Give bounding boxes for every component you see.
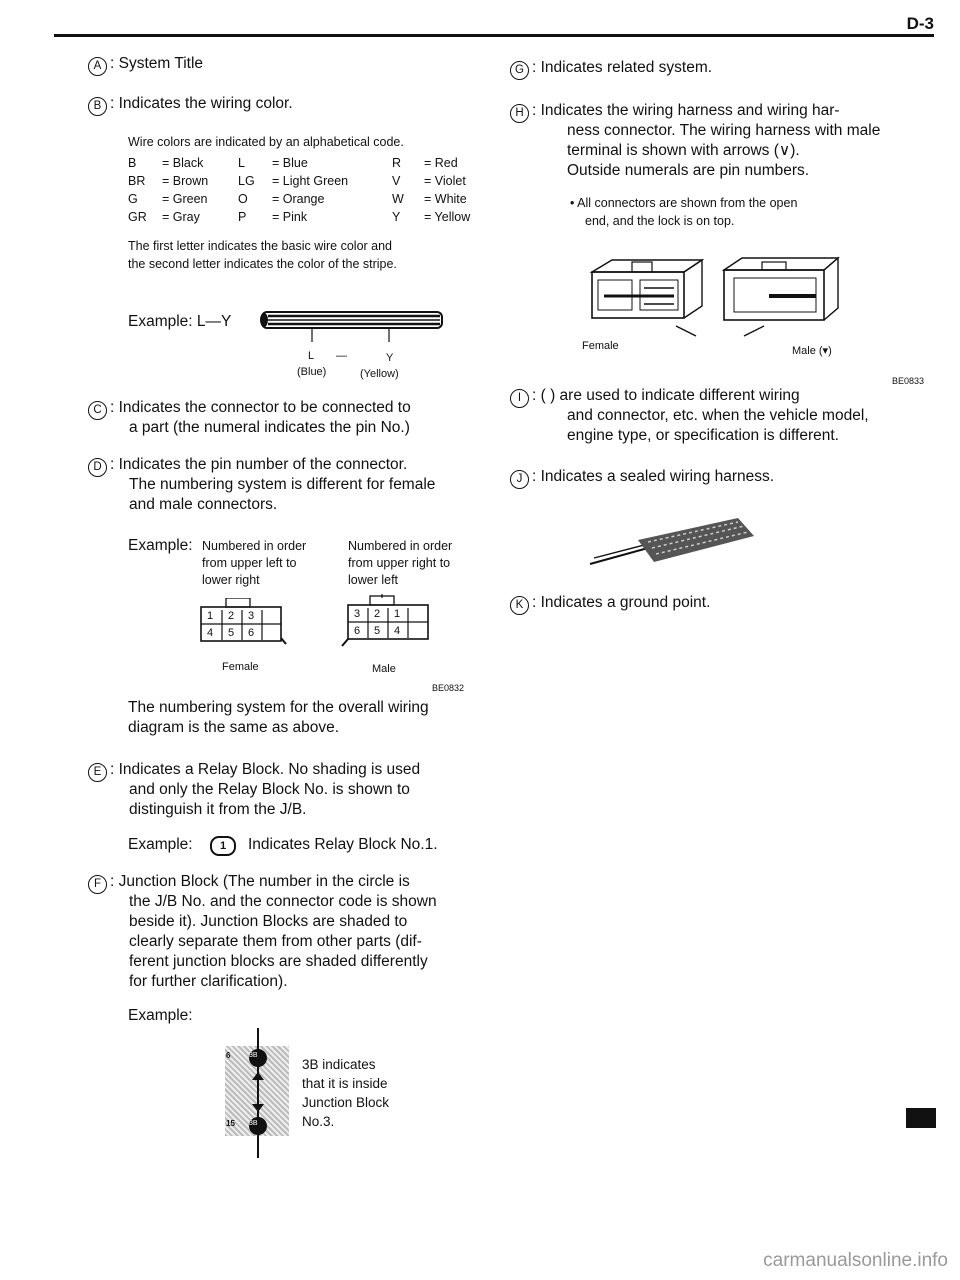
figure-code-833: BE0833 bbox=[892, 376, 925, 386]
wire-color-table bbox=[128, 154, 474, 226]
male-pin: 2 bbox=[374, 608, 381, 620]
jb-bottom-code: 3B bbox=[249, 1120, 258, 1127]
female-connector-outline bbox=[198, 598, 288, 648]
harness-connector-illustration bbox=[584, 254, 854, 350]
page-tab-marker bbox=[906, 1108, 936, 1128]
header-rule bbox=[54, 34, 934, 37]
callout-f: F bbox=[88, 875, 107, 894]
figure-code-832: BE0832 bbox=[432, 683, 465, 693]
section-k bbox=[510, 593, 710, 615]
section-c-line2: a part (the numeral indicates the pin No.) bbox=[129, 419, 410, 436]
callout-i: I bbox=[510, 389, 529, 408]
callout-g: G bbox=[510, 61, 529, 80]
female-pin: 5 bbox=[228, 627, 235, 639]
jb-top-pin: 6 bbox=[226, 1051, 231, 1060]
bullet-line-1: • All connectors are shown from the open bbox=[570, 196, 798, 210]
male-pin: 5 bbox=[374, 625, 381, 637]
callout-h: H bbox=[510, 104, 529, 123]
junction-block-wire bbox=[225, 1028, 289, 1158]
section-g bbox=[510, 58, 712, 80]
wire-y-letter: Y bbox=[386, 352, 394, 364]
section-j-text: : Indicates a sealed wiring harness. bbox=[532, 468, 775, 485]
section-f bbox=[88, 872, 410, 894]
section-a-text: : System Title bbox=[110, 55, 204, 72]
male-pin: 4 bbox=[394, 625, 401, 637]
callout-k: K bbox=[510, 596, 529, 615]
relay-example-label: Example: bbox=[128, 836, 193, 853]
section-d-line1: : Indicates the pin number of the connector. bbox=[110, 456, 408, 473]
section-f-line4: clearly separate them from other parts (dif- bbox=[129, 933, 422, 950]
female-pin: 1 bbox=[207, 610, 214, 622]
section-h-line4: Outside numerals are pin numbers. bbox=[567, 162, 810, 179]
section-a bbox=[88, 54, 203, 76]
jb-example-label: Example: bbox=[128, 1007, 193, 1024]
section-f-line1: : Junction Block (The number in the circle is bbox=[110, 873, 410, 890]
male-pin: 6 bbox=[354, 625, 361, 637]
section-f-line3: beside it). Junction Blocks are shaded to bbox=[129, 913, 408, 930]
color-row: G = Green O = Orange W = White bbox=[128, 192, 467, 206]
female-pin: 6 bbox=[248, 627, 255, 639]
section-i bbox=[510, 386, 800, 408]
watermark: carmanualsonline.info bbox=[763, 1250, 948, 1271]
bullet-line-2: end, and the lock is on top. bbox=[585, 214, 735, 228]
jb-bottom-pin: 15 bbox=[226, 1119, 235, 1128]
section-f-line2: the J/B No. and the connector code is shown bbox=[129, 893, 437, 910]
section-e-line2: and only the Relay Block No. is shown to bbox=[129, 781, 410, 798]
section-f-line6: for further clarification). bbox=[129, 973, 288, 990]
male-connector bbox=[340, 594, 436, 646]
callout-b: B bbox=[88, 97, 107, 116]
male-label: Male bbox=[372, 663, 396, 675]
wire-l-letter: L bbox=[308, 350, 315, 362]
female-label: Female bbox=[222, 661, 259, 673]
section-c bbox=[88, 398, 411, 420]
jb-top-code: 3B bbox=[249, 1052, 258, 1059]
female-pin: 2 bbox=[228, 610, 235, 622]
wire-intro: Wire colors are indicated by an alphabetical code. bbox=[128, 135, 404, 149]
section-i-line3: engine type, or specification is different. bbox=[567, 427, 839, 444]
section-d bbox=[88, 455, 407, 477]
male-pin: 3 bbox=[354, 608, 361, 620]
wire-blue-label: (Blue) bbox=[297, 366, 327, 378]
stripe-note-1: The first letter indicates the basic wire color and bbox=[128, 239, 393, 253]
color-row: BR = Brown LG = Light Green V = Violet bbox=[128, 174, 466, 188]
section-h-line1: : Indicates the wiring harness and wiring har- bbox=[532, 102, 840, 119]
section-e bbox=[88, 760, 420, 782]
section-h-line3: terminal is shown with arrows (∨). bbox=[567, 142, 800, 159]
section-h bbox=[510, 101, 840, 123]
example-wire-label: Example: L—Y bbox=[128, 313, 232, 330]
jb-explanation: 3B indicates that it is inside Junction Block No.3. bbox=[302, 1057, 390, 1129]
male-desc: Numbered in order from upper right to lower left bbox=[348, 539, 453, 587]
section-b-text: : Indicates the wiring color. bbox=[110, 95, 293, 112]
section-b bbox=[88, 94, 293, 116]
section-e-line1: : Indicates a Relay Block. No shading is used bbox=[110, 761, 421, 778]
section-j bbox=[510, 467, 774, 489]
pin-example-label: Example: bbox=[128, 537, 193, 554]
callout-d: D bbox=[88, 458, 107, 477]
section-i-line1: : ( ) are used to indicate different wiring bbox=[532, 387, 800, 404]
relay-example-text: Indicates Relay Block No.1. bbox=[248, 836, 438, 853]
female-pin: 3 bbox=[248, 610, 255, 622]
wire-dash: — bbox=[336, 350, 347, 362]
wire-yellow-label: (Yellow) bbox=[360, 368, 399, 380]
female-pin: 4 bbox=[207, 627, 214, 639]
harness-female-label: Female bbox=[582, 340, 619, 352]
wire-illustration bbox=[256, 306, 456, 346]
harness-male-label: Male (▾) bbox=[792, 345, 832, 357]
section-c-line1: : Indicates the connector to be connected to bbox=[110, 399, 411, 416]
sealed-harness-illustration bbox=[588, 512, 760, 572]
callout-c: C bbox=[88, 401, 107, 420]
section-e-line3: distinguish it from the J/B. bbox=[129, 801, 307, 818]
section-f-line5: ferent junction blocks are shaded differently bbox=[129, 953, 428, 970]
section-d-line3: and male connectors. bbox=[129, 496, 278, 513]
female-desc: Numbered in order from upper left to lower right bbox=[202, 539, 307, 587]
overall-note-2: diagram is the same as above. bbox=[128, 719, 340, 736]
section-h-line2: ness connector. The wiring harness with male bbox=[567, 122, 881, 139]
section-g-text: : Indicates related system. bbox=[532, 59, 713, 76]
section-i-line2: and connector, etc. when the vehicle model, bbox=[567, 407, 869, 424]
section-d-line2: The numbering system is different for female bbox=[129, 476, 436, 493]
male-pin: 1 bbox=[394, 608, 401, 620]
callout-j: J bbox=[510, 470, 529, 489]
stripe-note-2: the second letter indicates the color of the stripe. bbox=[128, 257, 397, 271]
color-row: B = Black L = Blue R = Red bbox=[128, 156, 458, 170]
relay-block-icon: 1 bbox=[210, 836, 236, 856]
color-row: GR = Gray P = Pink Y = Yellow bbox=[128, 210, 471, 224]
female-connector bbox=[198, 598, 288, 644]
overall-note-1: The numbering system for the overall wiring bbox=[128, 699, 429, 716]
callout-e: E bbox=[88, 763, 107, 782]
callout-a: A bbox=[88, 57, 107, 76]
page-number: D-3 bbox=[906, 14, 934, 33]
section-k-text: : Indicates a ground point. bbox=[532, 594, 711, 611]
male-connector-outline bbox=[340, 594, 436, 650]
